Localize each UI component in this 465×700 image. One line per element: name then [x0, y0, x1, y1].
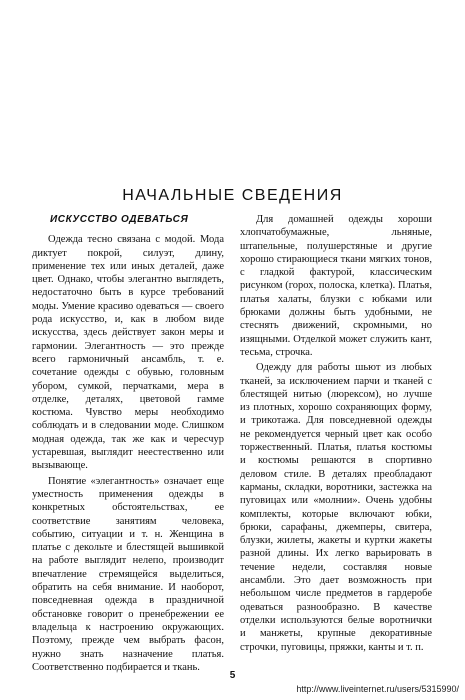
chapter-title: НАЧАЛЬНЫЕ СВЕДЕНИЯ — [122, 187, 343, 204]
left-column — [32, 213, 224, 674]
paragraph: Для домашней одежды хороши хлопчатобумажные, льняные, штапельные, полушерстяные и другие хорошо стирающиеся ткани мягких тонов, с гладкой фактурой, классическим рисунком (горох, полоска, клетка). Платья, платья халаты, блузки с юбками или брюками должны быть удобными, не стеснять движений, скромными, но изящными. Отделкой может служить кант, тесьма, строчка. — [240, 214, 432, 358]
watermark-url: http://www.liveinternet.ru/users/5315990/ — [296, 684, 459, 694]
page-number: 5 — [229, 670, 236, 681]
section-heading: ИСКУССТВО ОДЕВАТЬСЯ — [50, 214, 189, 225]
paragraph: Одежду для работы шьют из любых тканей, за исключением парчи и тканей с блестящей нитью (люрексом), но лучше из плотных, хорошо сохраняющих форму, и трикотажа. Для повседневной одежды не рекомендуется черный цвет как особо торжественный. Платья, платья костюмы и костюмы решаются в спортивно деловом стиле. В деталях преобладают карманы, складки, воротники, застежка на пуговицах или «молнии». Очень удобны комплекты, которые включают юбки, брюки, сарафаны, джемперы, свитера, блузки, жилеты, жакеты и куртки жакеты разной длины. Их легко варьировать в течение недели, составляя новые ансамбли. Это дает возможность при небольшом числе предметов в гардеробе одеваться разнообразно. В качестве отделки используются белые воротнички и манжеты, крупные декоративные строчки, пуговицы, пряжки, канты и т. п. — [240, 362, 432, 653]
paragraph: Одежда тесно связана с модой. Мода диктует покрой, силуэт, длину, применение тех или иных деталей, даже цвет. Однако, чтобы элегантно выглядеть, недостаточно быть в курсе требований моды. Умение красиво одеваться — своего рода искусство, и, как в любом виде искусства, здесь действует закон меры и гармонии. Элегантность — это прежде всего гармоничный ансамбль, т. е. сочетание одежды с обувью, головным убором, сумкой, перчатками, мера в отделке, деталях, цветовой гамме костюма. Чувство меры необходимо соблюдать и в следовании моде. Слишком модная одежда, так же как и чересчур устаревшая, выглядит неестественно или вызывающе. — [32, 234, 224, 472]
right-column — [240, 213, 432, 654]
paragraph: Понятие «элегантность» означает еще уместность применения одежды в конкретных обстоятельствах, ее соответствие занятиям человека, событию, ситуации и т. н. Женщина в платье с декольте и блестящей вышивкой на работе выглядит нелепо, производит впечатление стремящейся выделиться, обратить на себя внимание. И наоборот, повседневная одежда в праздничной обстановке говорит о пренебрежении ее владельца к настроению окружающих. Поэтому, прежде чем выбрать фасон, нужно знать назначение платья. Соответственно подбирается и ткань. — [32, 475, 224, 673]
